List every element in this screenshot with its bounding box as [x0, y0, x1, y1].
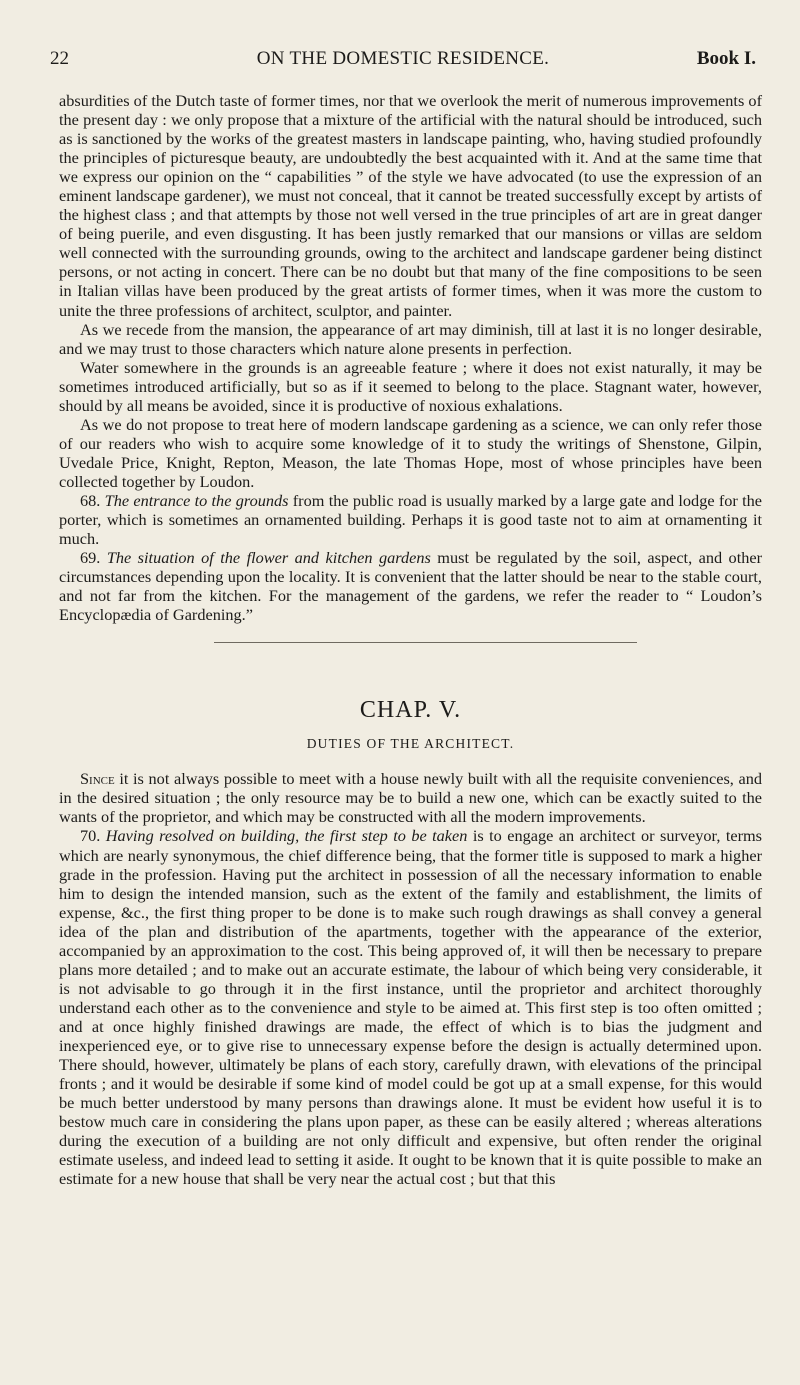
paragraph-recede [59, 320, 762, 358]
chapter-subtitle: DUTIES OF THE ARCHITECT. [306, 736, 515, 752]
paragraph-text: As we recede from the mansion, the appearance of art may diminish, till at last it is no longer desirable, and we may trust to those characters which nature alone presents in perfection. [59, 319, 762, 358]
section-heading-italic: The situation of the flower and kitchen gardens [106, 548, 431, 568]
page-body [59, 91, 762, 1188]
section-divider-wrap [59, 642, 762, 665]
paragraph-text: Water somewhere in the grounds is an agreeable feature ; where it does not exist naturally, it may be sometimes introduced artificially, but so as if it seemed to belong to the place. Stagnant water, however, should by all means be avoided, since it is productive of noxious exhalations. [59, 357, 762, 415]
page-header [50, 48, 756, 72]
paragraph-69-gardens [59, 548, 762, 624]
book-label: Book I. [696, 48, 756, 69]
paragraph-70-building [59, 826, 762, 1188]
paragraph-text: absurdities of the Dutch taste of former times, nor that we overlook the merit of numerous improvements of the present day : we only propose that a mixture of the artificial with the natural should be introduced, such as is sanctioned by the works of the greatest masters in landscape painting, who, having studied profoundly the principles of picturesque beauty, are undoubtedly the best acquainted with it. And at the same time that we express our opinion on the “ capabilities ” of the style we have advocated (to use the expression of an eminent landscape gardener), we must not conceal, that it cannot be treated successfully except by artists of the highest class ; and that attempts by those not well versed in the true principles of art are in great danger of being puerile, and even disgusting. It has been justly remarked that our mansions or villas are seldom well connected with the surrounding grounds, owing to the architect and landscape gardener being distinct persons, or not acting in concert. There can be no doubt but that many of the fine compositions to be seen in Italian villas have been produced by the great artists of former times, when it was more the custom to unite the three professions of architect, sculptor, and painter. [59, 91, 762, 320]
paragraph-since [59, 769, 762, 826]
section-number: 68. [80, 490, 105, 510]
section-heading-italic: Having resolved on building, the first step to be taken [105, 826, 468, 846]
paragraph-text: must be regulated by the soil, aspect, and other circumstances depending upon the locality. It is convenient that the latter should be near to the stable court, and not far from the kitchen. For the management of the gardens, we refer the reader to “ Loudon’s Encyclopædia of Gardening.” [59, 548, 763, 625]
chapter-title: CHAP. V. [359, 697, 462, 724]
section-heading-italic: The entrance to the grounds [104, 490, 289, 510]
section-divider [214, 642, 637, 643]
opening-word-small-caps: Since [80, 769, 115, 789]
paragraph-text: is to engage an architect or surveyor, terms which are nearly synonymous, the chief difference being, that the former title is supposed to mark a higher grade in the profession. Having put the architect in possession of all the necessary information to enable him to design the intended mansion, such as the extent of the family and establishment, the limits of expense, &c., the first thing proper to be done is to make such rough drawings as shall convey a general idea of the plan and distribution of the apartments, together with the appearance of the exterior, accompanied by an approximation to the cost. This being approved of, it will then be necessary to prepare plans more detailed ; and to make out an accurate estimate, the labour of which being very considerable, it is not advisable to go through it in the first instance, until the proprietor and architect thoroughly understand each other as to the convenience and style to be aimed at. This first step is too often omitted ; and at once highly finished drawings are made, the effect of which is to bias the judgment and inexperienced eye, or to give rise to unnecessary expense before the design is actually determined upon. There should, however, ultimately be plans of each story, carefully drawn, with elevations of the principal fronts ; and it would be desirable if some kind of model could be got up at a small expense, for this would be much better understood by many persons than drawings alone. It must be evident how useful it is to bestow much care in considering the plans upon paper, as these can be easily altered ; whereas alterations during the execution of a building are not only difficult and expensive, but often render the original estimate useless, and indeed lead to setting it aside. It ought to be known that it is quite possible to make an estimate for a new house that shall be very near the actual cost ; but that this [59, 826, 762, 1189]
page-number: 22 [50, 48, 69, 69]
paragraph-continuation [59, 91, 762, 320]
section-number: 69. [80, 548, 107, 568]
paragraph-water [59, 358, 762, 415]
paragraph-text: it is not always possible to meet with a house newly built with all the requisite conveniences, and in the desired situation ; the only resource may be to build a new one, which can be exactly suited to the wants of the proprietor, and which may be constructed with all the modern improvements. [59, 769, 762, 827]
paragraph-landscape-gardening [59, 415, 762, 491]
paragraph-text: As we do not propose to treat here of modern landscape gardening as a science, we can only refer those of our readers who wish to acquire some knowledge of it to study the writings of Shenstone, Gilpin, Uvedale Price, Knight, Repton, Meason, the late Thomas Hope, most of whose principles have been collected together by Loudon. [59, 414, 762, 491]
section-number: 70. [80, 826, 106, 846]
paragraph-text: from the public road is usually marked by a large gate and lodge for the porter, which is sometimes an ornamented building. Perhaps it is good taste not to aim at ornamenting it much. [59, 490, 762, 549]
paragraph-68-entrance [59, 491, 762, 548]
running-title: ON THE DOMESTIC RESIDENCE. [256, 48, 550, 69]
